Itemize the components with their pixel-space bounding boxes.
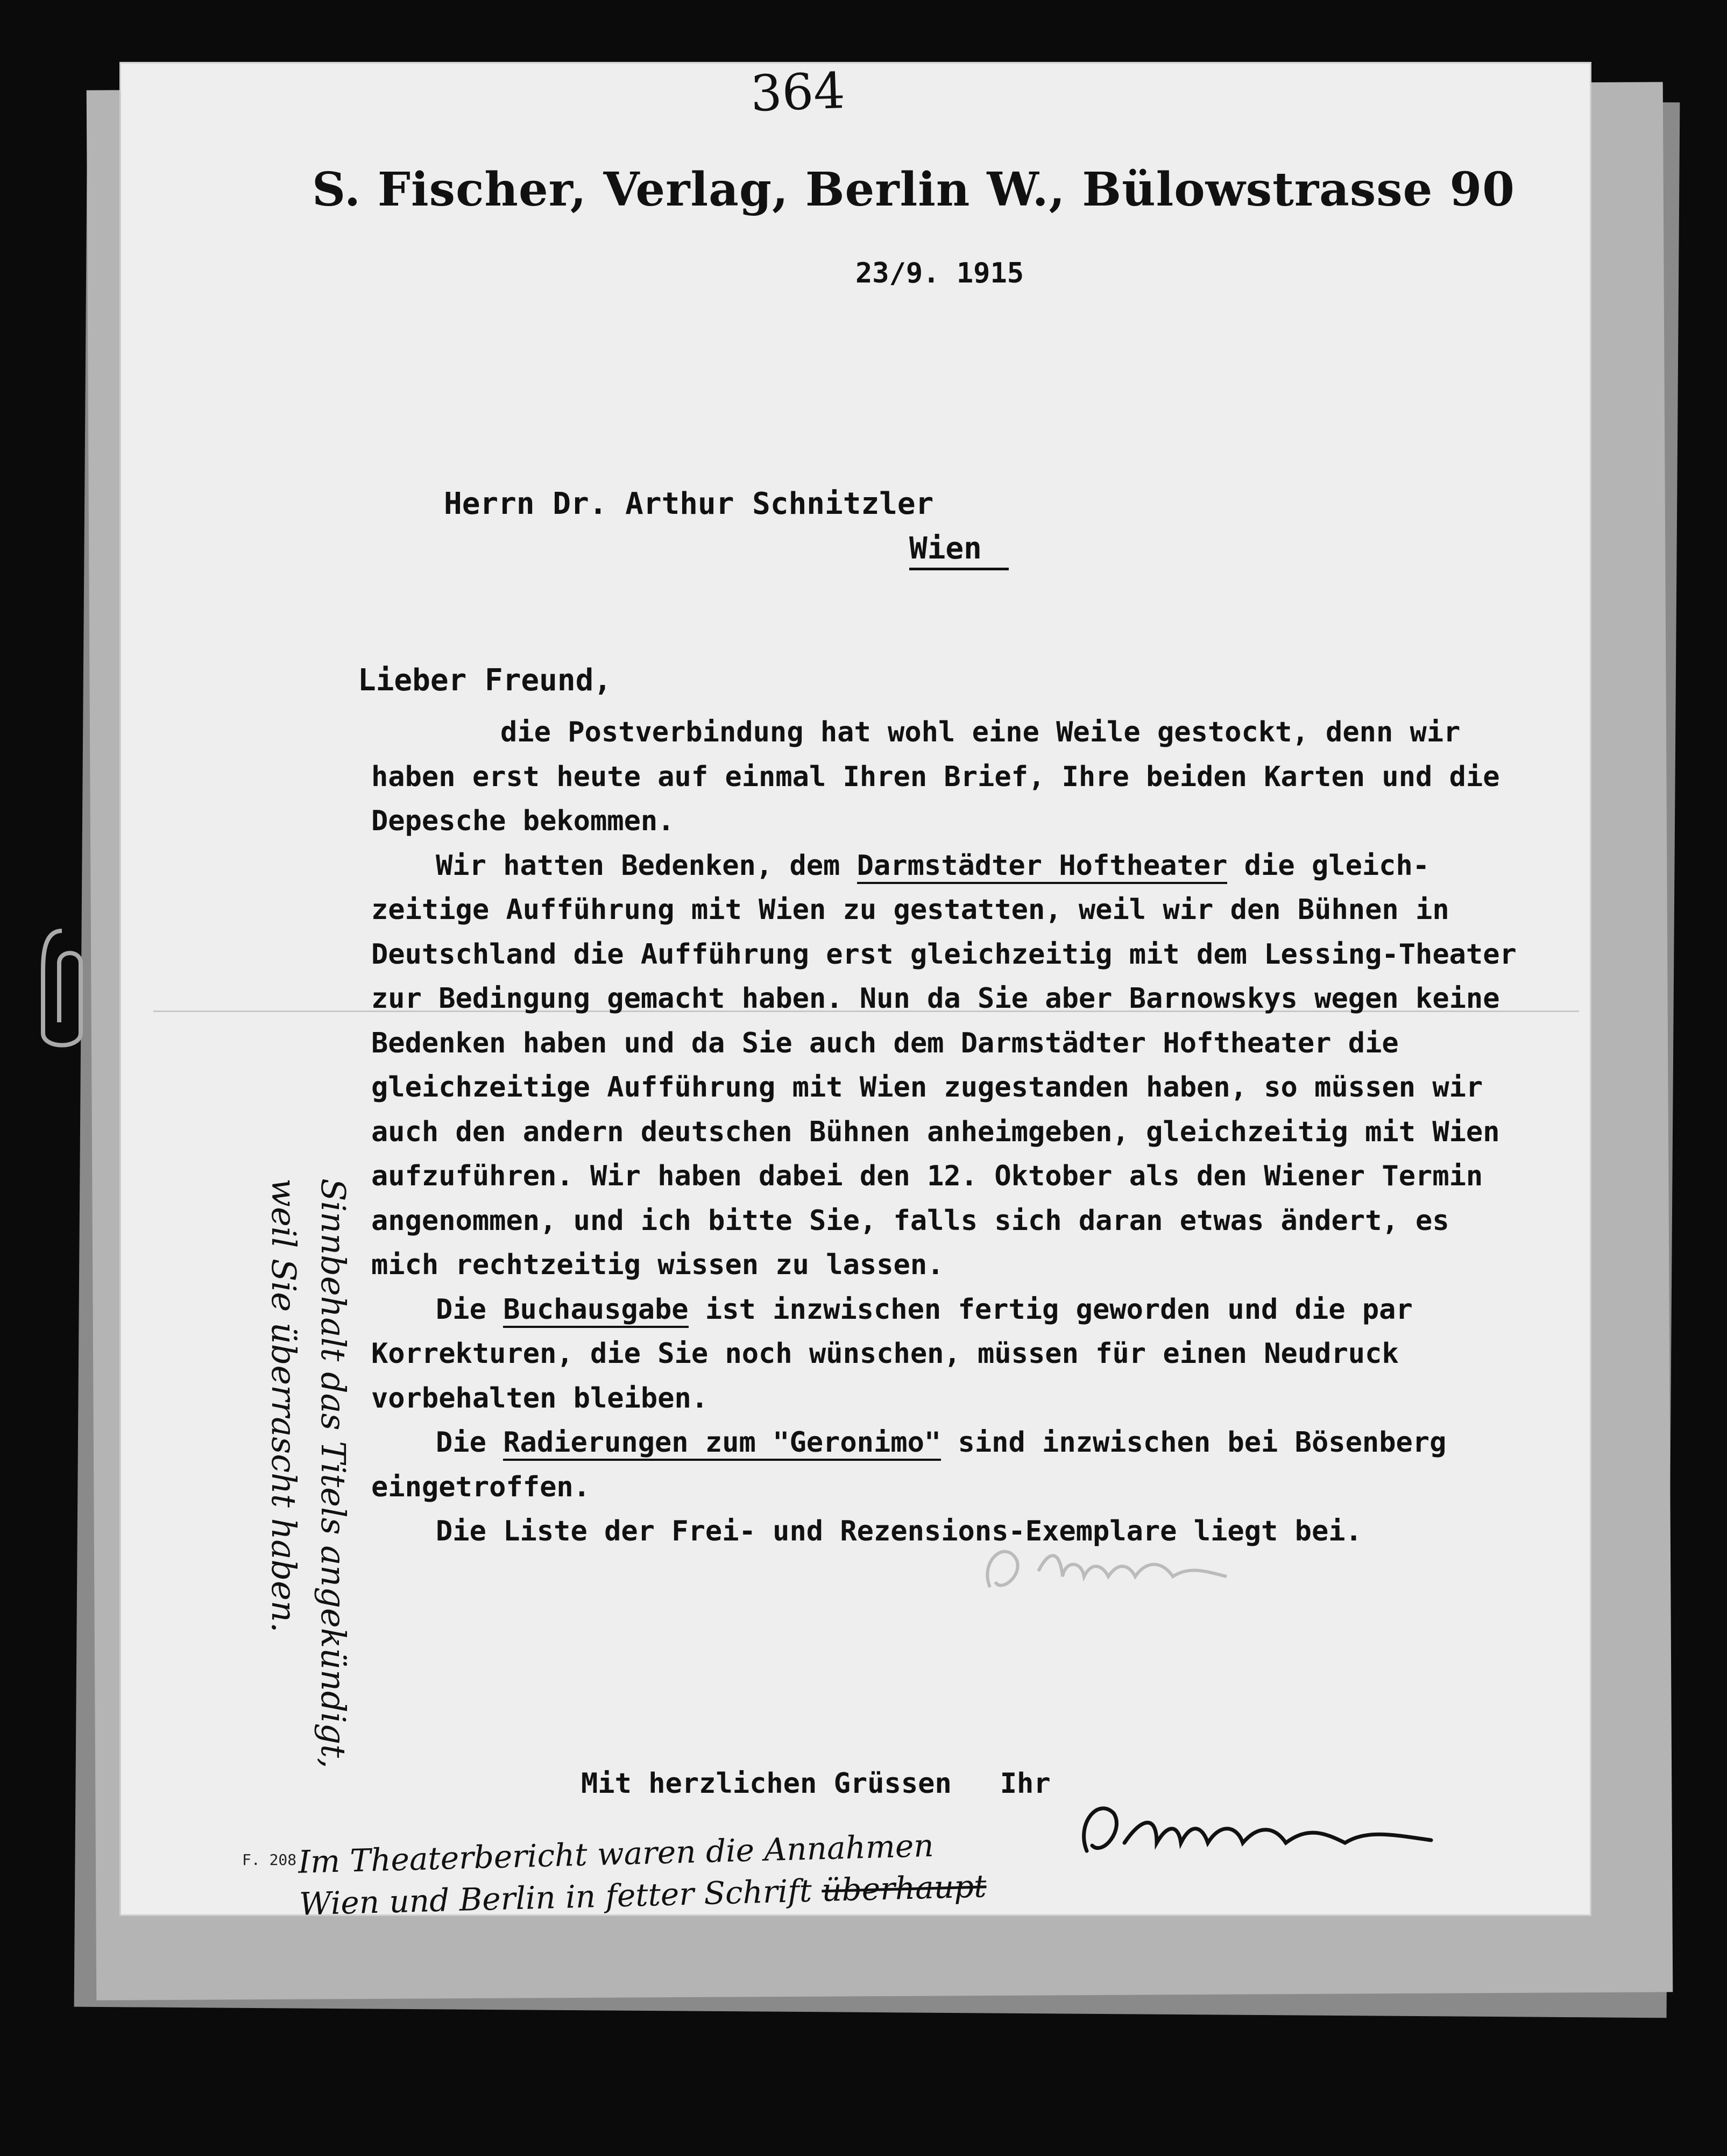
body-line: zur Bedingung gemacht haben. Nun da Sie aber Barnowskys wegen keine bbox=[371, 982, 1500, 1015]
handwritten-line: weil Sie überrascht haben. bbox=[264, 1178, 303, 1633]
letter-body bbox=[371, 710, 1523, 1554]
handwritten-bottom-note bbox=[298, 1823, 987, 1925]
struck-text: überhaupt bbox=[821, 1868, 987, 1909]
form-code: F. 208 bbox=[242, 1851, 297, 1869]
body-line: gleichzeitige Aufführung mit Wien zugestanden haben, so müssen wir bbox=[371, 1071, 1483, 1104]
handwritten-line: Im Theaterbericht waren die Annahmen bbox=[298, 1827, 935, 1881]
page-number: 364 bbox=[749, 61, 846, 123]
body-line: Deutschland die Aufführung erst gleichzeitig mit dem Lessing-Theater bbox=[371, 938, 1517, 971]
body-line: angenommen, und ich bitte Sie, falls sich daran etwas ändert, es bbox=[371, 1204, 1449, 1237]
body-text: Wir hatten Bedenken, dem bbox=[436, 849, 857, 882]
closing-greeting: Mit herzlichen Grüssen bbox=[581, 1768, 952, 1800]
body-line: Korrekturen, die Sie noch wünschen, müssen für einen Neudruck bbox=[371, 1338, 1399, 1370]
body-line: aufzuführen. Wir haben dabei den 12. Oktober als den Wiener Termin bbox=[371, 1160, 1483, 1192]
body-text: sind inzwischen bei Bösenberg bbox=[941, 1426, 1447, 1459]
body-line: zeitige Aufführung mit Wien zu gestatten, weil wir den Bühnen in bbox=[371, 894, 1449, 926]
signature-icon bbox=[1065, 1792, 1442, 1862]
underlined-text: Radierungen zum "Geronimo" bbox=[503, 1426, 941, 1461]
body-line bbox=[371, 1288, 1523, 1332]
body-line: Bedenken haben und da Sie auch dem Darmstädter Hoftheater die bbox=[371, 1027, 1399, 1059]
underlined-text: Buchausgabe bbox=[503, 1293, 688, 1328]
body-line: mich rechtzeitig wissen zu lassen. bbox=[371, 1249, 944, 1281]
faint-signature-icon bbox=[958, 1528, 1259, 1603]
body-line: eingetroffen. bbox=[371, 1471, 590, 1503]
recipient-name: Herrn Dr. Arthur Schnitzler bbox=[444, 486, 934, 521]
body-line bbox=[371, 1420, 1523, 1465]
underlined-text: Darmstädter Hoftheater bbox=[857, 850, 1228, 884]
body-line bbox=[371, 844, 1523, 888]
paperclip-icon bbox=[32, 925, 91, 1055]
body-line: die Postverbindung hat wohl eine Weile gestockt, denn wir bbox=[500, 716, 1461, 748]
body-text: Die bbox=[436, 1426, 504, 1459]
recipient-city: Wien bbox=[909, 530, 1009, 570]
salutation: Lieber Freund, bbox=[358, 663, 612, 698]
body-line: haben erst heute auf einmal Ihren Brief, Ihre beiden Karten und die bbox=[371, 760, 1500, 793]
body-line: Depesche bekommen. bbox=[371, 805, 675, 837]
body-line: auch den andern deutschen Bühnen anheimgeben, gleichzeitig mit Wien bbox=[371, 1115, 1500, 1148]
closing-pronoun: Ihr bbox=[1000, 1768, 1051, 1800]
body-text: die gleich- bbox=[1227, 849, 1430, 882]
body-text: ist inzwischen fertig geworden und die par bbox=[688, 1293, 1413, 1326]
handwritten-text: Wien und Berlin in fetter Schrift bbox=[299, 1872, 823, 1922]
closing bbox=[581, 1768, 1051, 1800]
letter-date: 23/9. 1915 bbox=[855, 257, 1024, 289]
body-line: vorbehalten bleiben. bbox=[371, 1382, 709, 1415]
body-line: Die Liste der Frei- und Rezensions-Exemplare liegt bei. bbox=[436, 1515, 1362, 1547]
letterhead: S. Fischer, Verlag, Berlin W., Bülowstrasse 90 bbox=[312, 162, 1516, 217]
body-text: Die bbox=[436, 1293, 504, 1326]
handwritten-line: Sinnbehalt das Titels angekündigt, bbox=[314, 1178, 353, 1769]
